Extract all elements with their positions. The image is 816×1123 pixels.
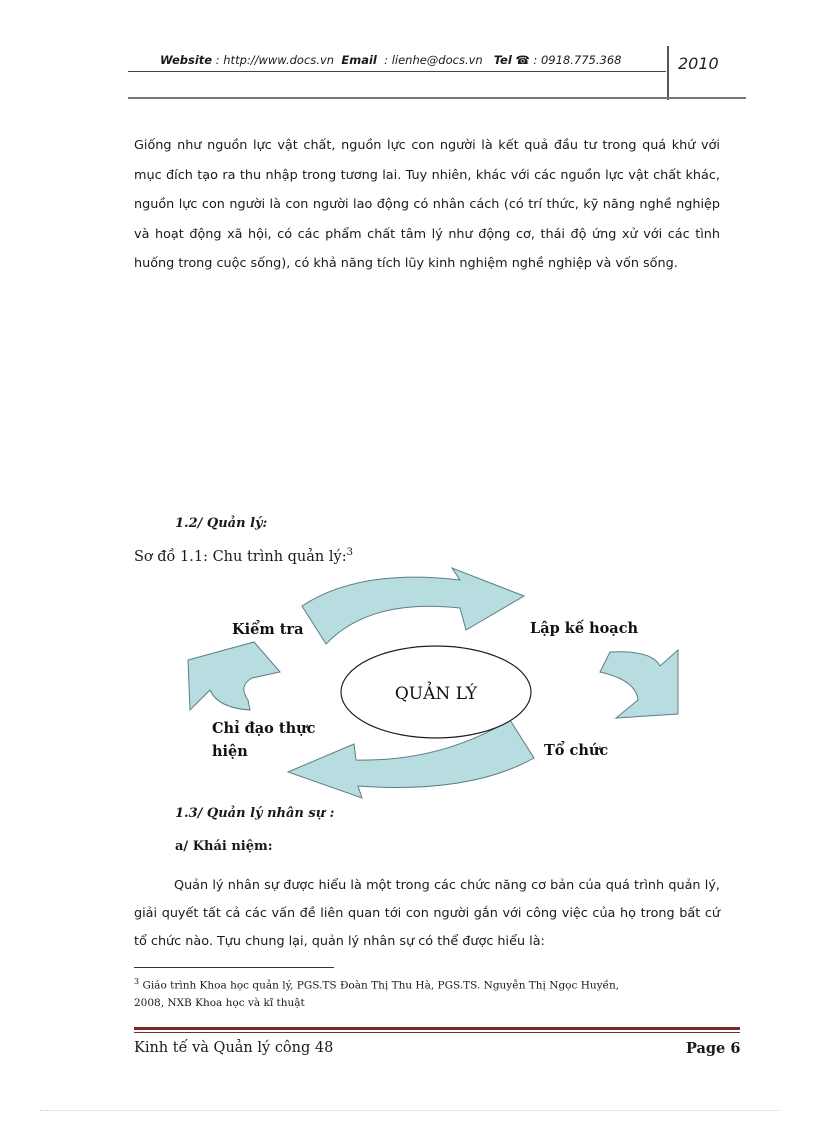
page-number: Page 6 xyxy=(686,1040,741,1057)
section-heading-1-2: 1.2/ Quản lý: xyxy=(175,516,268,531)
website-label: Website xyxy=(160,53,213,67)
node-chi-dao-thuc-hien-line2: hiện xyxy=(212,743,248,760)
footnote xyxy=(134,973,724,1012)
page-edge xyxy=(40,1110,780,1111)
node-lap-ke-hoach: Lập kế hoạch xyxy=(530,620,639,637)
email-value: lienhe@docs.vn xyxy=(391,53,483,67)
sub-heading-khai-niem: a/ Khái niệm: xyxy=(175,839,273,854)
header-year: 2010 xyxy=(678,54,719,73)
arrow-top-icon xyxy=(302,568,524,644)
paragraph-intro: Giống như nguồn lực vật chất, nguồn lực con người là kết quả đầu tư trong quá khứ với mục đích tạo ra thu nhập trong tương lai. Tuy nhiên, khác với các nguồn lực vật chất khác, nguồn lực con người là con người lao động có nhân cách (có trí thức, kỹ năng nghề nghiệp và hoạt động xã hội, có các phẩm chất tâm lý như động cơ, thái độ ứng xử với các tình huống trong cuộc sống), có khả năng tích lũy kinh nghiệm nghề nghiệp và vốn sống. xyxy=(134,138,720,272)
footer-rule-thick xyxy=(134,1027,740,1030)
page-header-contact: Website : http://www.docs.vn Email : lienhe@docs.vn Tel ☎ : 0918.775.368 xyxy=(160,53,622,67)
tel-label: Tel xyxy=(493,53,512,67)
email-label: Email xyxy=(341,53,377,67)
caption-text: Sơ đồ 1.1: Chu trình quản lý: xyxy=(134,548,347,565)
arrow-left-icon xyxy=(188,642,280,710)
management-cycle-diagram xyxy=(130,560,770,800)
footnote-line-2: 2008, NXB Khoa học và kĩ thuật xyxy=(134,996,305,1009)
footnote-rule xyxy=(134,967,334,968)
footer-rule-thin xyxy=(134,1032,740,1033)
node-kiem-tra: Kiểm tra xyxy=(232,621,304,638)
node-chi-dao-thuc-hien-line1: Chỉ đạo thực xyxy=(212,720,316,737)
header-bottom-rule xyxy=(128,97,746,99)
tel-value: 0918.775.368 xyxy=(540,53,622,67)
footnote-number: 3 xyxy=(134,977,140,986)
footer-title: Kinh tế và Quản lý công 48 xyxy=(134,1040,334,1056)
caption-footnote-ref: 3 xyxy=(346,547,353,558)
center-label: QUẢN LÝ xyxy=(394,684,478,704)
header-divider xyxy=(667,46,669,100)
footnote-line-1: Giáo trình Khoa học quản lý, PGS.TS Đoàn Thị Thu Hà, PGS.TS. Nguyễn Thị Ngọc Huyền, xyxy=(142,979,620,992)
phone-icon: ☎ xyxy=(515,53,530,67)
header-rule xyxy=(128,71,666,72)
paragraph-definition: Quản lý nhân sự được hiểu là một trong các chức năng cơ bản của quá trình quản lý, giải quyết tất cả các vấn đề liên quan tới con người gắn với công việc của họ trong bất cứ tổ chức nào. Tựu chung lại, quản lý nhân sự có thể được hiểu là: xyxy=(134,878,720,949)
section-heading-1-3: 1.3/ Quản lý nhân sự : xyxy=(175,806,335,821)
arrow-right-icon xyxy=(600,650,678,718)
website-value: http://www.docs.vn xyxy=(223,53,335,67)
node-to-chuc: Tổ chức xyxy=(544,742,609,759)
